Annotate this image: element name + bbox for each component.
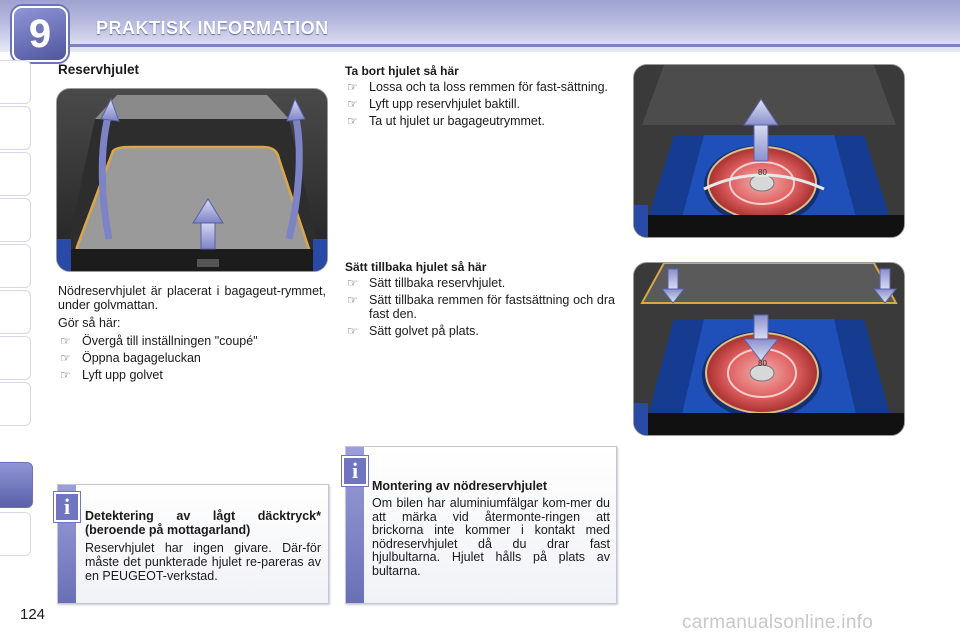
chapter-tab[interactable] (0, 336, 31, 380)
list-item: ☞ Lyft upp reservhjulet baktill. (347, 97, 521, 111)
watermark: carmanualsonline.info (682, 612, 874, 633)
refit-text-block (345, 276, 615, 341)
list-item: ☞ Öppna bagageluckan (60, 351, 201, 365)
chapter-title: PRAKTISK INFORMATION (96, 18, 329, 38)
list-item: ☞ Sätt tillbaka reservhjulet. (347, 276, 506, 290)
refit-steps-list (345, 276, 615, 338)
wheel-removal-photo (633, 64, 905, 238)
info-box-spare-mounting (345, 446, 617, 604)
pointing-hand-icon: ☞ (347, 114, 358, 128)
pointing-hand-icon: ☞ (347, 324, 358, 338)
intro-text: Nödreservhjulet är placerat i bagageut-rymmet, under golvmattan. (58, 284, 326, 312)
info-box-content (372, 479, 610, 578)
info-body: Reservhjulet har ingen givare. Där-för måste det punkterade hjulet re-pareras av en PEUGEOT-verkstad. (85, 541, 321, 583)
info-body: Om bilen har aluminiumfälgar kom-mer du att märka vid återmonte-ringen att brickorna inte kommer i kontakt med nödreservhjulet då du drar fast hjulbultarna. Hjulet hålls på plats av bultarna. (372, 496, 610, 578)
chapter-tab[interactable] (0, 512, 31, 556)
list-item: ☞ Sätt tillbaka remmen för fastsättning och dra fast den. (347, 293, 615, 321)
pointing-hand-icon: ☞ (60, 368, 71, 382)
chapter-badge: 9 (12, 6, 68, 62)
chapter-tab-active[interactable] (0, 462, 33, 508)
list-item: ☞ Övergå till inställningen "coupé" (60, 334, 258, 348)
chapter-tab[interactable] (0, 152, 31, 196)
trunk-floor-photo (56, 88, 328, 272)
svg-text:80: 80 (758, 168, 767, 177)
info-icon: i (54, 492, 80, 522)
pointing-hand-icon: ☞ (347, 293, 358, 307)
info-icon: i (342, 456, 368, 486)
chapter-tab-rail (0, 60, 34, 580)
chapter-tab[interactable] (0, 290, 31, 334)
left-steps-list (58, 334, 326, 382)
pointing-hand-icon: ☞ (347, 97, 358, 111)
info-box-tire-pressure (57, 484, 329, 604)
info-title: Detektering av lågt däcktryck* (beroende på mottagarland) (85, 509, 321, 537)
section-title-remove: Ta bort hjulet så här (345, 64, 459, 78)
wheel-removal-illustration (634, 65, 904, 237)
pointing-hand-icon: ☞ (60, 351, 71, 365)
pointing-hand-icon: ☞ (347, 80, 358, 94)
chapter-tab[interactable] (0, 60, 31, 104)
list-item: ☞ Sätt golvet på plats. (347, 324, 479, 338)
wheel-refit-photo (633, 262, 905, 436)
info-box-content (85, 509, 321, 583)
info-title: Montering av nödreservhjulet (372, 479, 548, 493)
list-item: ☞ Ta ut hjulet ur bagageutrymmet. (347, 114, 545, 128)
list-item: ☞ Lossa och ta loss remmen för fast-sättning. (347, 80, 608, 94)
chapter-tab[interactable] (0, 198, 31, 242)
remove-text-block (345, 80, 615, 131)
svg-text:80: 80 (758, 359, 767, 368)
chapter-tab[interactable] (0, 244, 31, 288)
remove-steps-list (345, 80, 615, 128)
pointing-hand-icon: ☞ (347, 276, 358, 290)
chapter-tab[interactable] (0, 106, 31, 150)
page-number: 124 (20, 606, 46, 623)
section-title-refit: Sätt tillbaka hjulet så här (345, 260, 487, 274)
do-label: Gör så här: (58, 316, 121, 330)
pointing-hand-icon: ☞ (60, 334, 71, 348)
chapter-tab[interactable] (0, 382, 31, 426)
section-title-reservhjulet: Reservhjulet (58, 62, 140, 77)
trunk-floor-illustration (57, 89, 327, 271)
list-item: ☞ Lyft upp golvet (60, 368, 163, 382)
wheel-refit-illustration (634, 263, 904, 435)
left-text-block (58, 284, 326, 385)
